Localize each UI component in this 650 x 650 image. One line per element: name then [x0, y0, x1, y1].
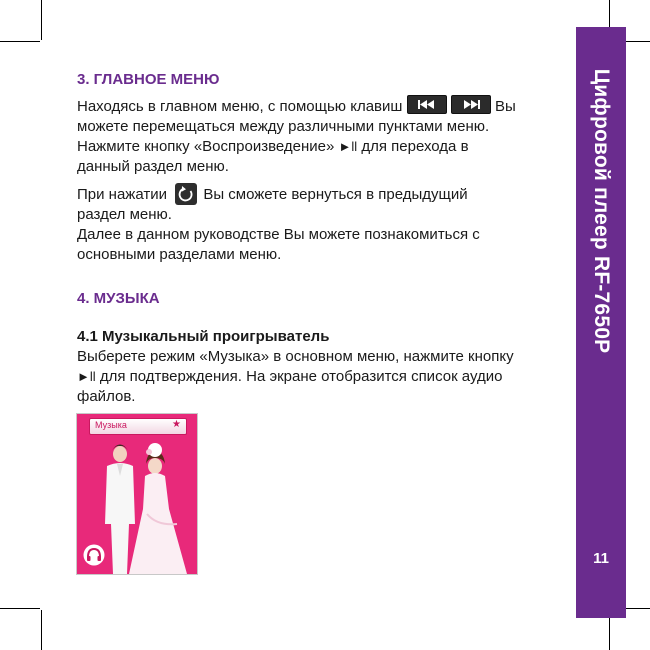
- screen-title-label: Музыка: [95, 420, 127, 430]
- text-line: Вы: [494, 98, 516, 115]
- crop-mark: [0, 41, 40, 42]
- page-content: [77, 70, 567, 407]
- play-pause-glyph: ►ll: [338, 139, 358, 154]
- play-pause-glyph: ►ll: [77, 369, 96, 384]
- text-line: основными разделами меню.: [77, 246, 282, 263]
- headphones-icon: [83, 544, 105, 566]
- prev-track-icon: [407, 95, 447, 114]
- subsection-heading-player: 4.1 Музыкальный проигрыватель: [77, 328, 330, 345]
- paragraph-navigation: [77, 95, 567, 177]
- text-line: файлов.: [77, 388, 136, 405]
- crop-mark: [41, 0, 42, 40]
- section-heading-main-menu: 3. ГЛАВНОЕ МЕНЮ: [77, 71, 220, 88]
- paragraph-back: [77, 183, 567, 265]
- section-heading-music: 4. МУЗЫКА: [77, 290, 160, 307]
- side-title: Цифровой плеер RF-7650P: [590, 68, 613, 354]
- page-number: 11: [593, 550, 609, 567]
- next-track-icon: [451, 95, 491, 114]
- text-line: Нажмите кнопку «Воспроизведение»: [77, 138, 335, 155]
- text-line: При нажатии: [77, 186, 167, 203]
- crop-mark: [0, 608, 40, 609]
- text-line: для подтверждения. На экране отобразится список аудио: [99, 368, 503, 385]
- star-icon: ★: [172, 419, 181, 430]
- back-arrow-icon: [175, 183, 197, 205]
- text-line: данный раздел меню.: [77, 158, 229, 175]
- device-screen-illustration: [76, 413, 198, 575]
- text-line: можете перемещаться между различными пунктами меню.: [77, 118, 490, 135]
- crop-mark: [41, 610, 42, 650]
- text-line: Вы сможете вернуться в предыдущий: [203, 186, 468, 203]
- text-line: раздел меню.: [77, 206, 172, 223]
- text-line: Далее в данном руководстве Вы можете познакомиться с: [77, 226, 480, 243]
- text-line: для перехода в: [361, 138, 469, 155]
- text-line: Выберете режим «Музыка» в основном меню, нажмите кнопку: [77, 348, 514, 365]
- text-line: Находясь в главном меню, с помощью клавиш: [77, 98, 403, 115]
- paragraph-music: [77, 347, 567, 407]
